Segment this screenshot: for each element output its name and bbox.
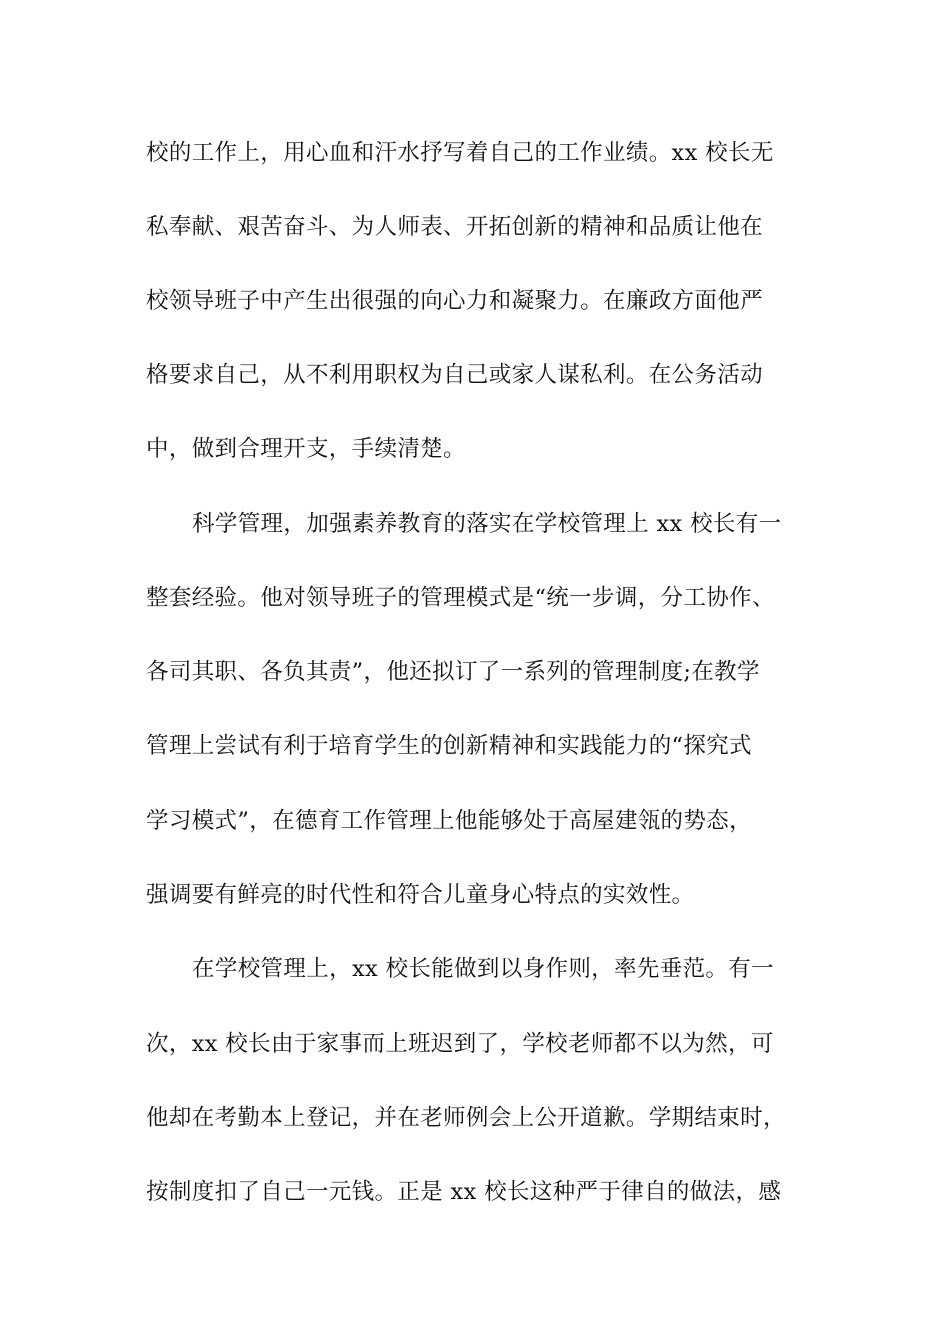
- text-line-2: 私奉献、艰苦奋斗、为人师表、开拓创新的精神和品质让他在: [146, 214, 763, 240]
- text-line-8: 各司其职、各负其责”，他还拟订了一系列的管理制度;在教学: [146, 659, 760, 685]
- paragraph-start-line-6: 科学管理，加强素养教育的落实在学校管理上 xx 校长有一: [192, 511, 782, 537]
- text-line-7: 整套经验。他对领导班子的管理模式是“统一步调，分工协作、: [146, 585, 775, 611]
- paragraph-start-line-12: 在学校管理上，xx 校长能做到以身作则，率先垂范。有一: [192, 956, 774, 982]
- text-line-9: 管理上尝试有利于培育学生的创新精神和实践能力的“探究式: [146, 733, 752, 759]
- text-line-3: 校领导班子中产生出很强的向心力和凝聚力。在廉政方面他严: [146, 288, 763, 314]
- text-line-13: 次，xx 校长由于家事而上班迟到了，学校老师都不以为然，可: [146, 1031, 774, 1057]
- text-line-15: 按制度扣了自己一元钱。正是 xx 校长这种严于律自的做法，感: [146, 1179, 782, 1205]
- text-line-11: 强调要有鲜亮的时代性和符合儿童身心特点的实效性。: [146, 882, 695, 908]
- text-line-1: 校的工作上，用心血和汗水抒写着自己的工作业绩。xx 校长无: [146, 140, 774, 166]
- text-line-5: 中，做到合理开支，手续清楚。: [146, 436, 466, 462]
- text-line-4: 格要求自己，从不利用职权为自己或家人谋私利。在公务活动: [146, 362, 763, 388]
- text-line-14: 他却在考勤本上登记，并在老师例会上公开道歉。学期结束时，: [146, 1105, 786, 1131]
- text-line-10: 学习模式”，在德育工作管理上他能够处于高屋建瓴的势态，: [146, 808, 752, 834]
